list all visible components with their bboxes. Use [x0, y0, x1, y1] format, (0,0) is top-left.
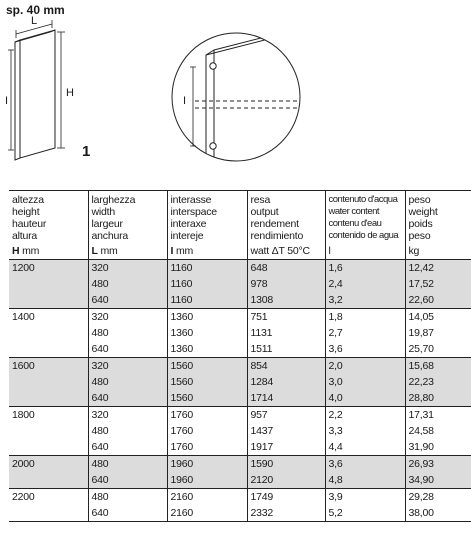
cell-height [9, 341, 88, 358]
unit-symbol: L [91, 245, 98, 257]
cell-weight: 15,68 [405, 358, 471, 375]
cell-width: 640 [88, 390, 167, 407]
cell-water-content: 2,7 [325, 325, 405, 341]
cell-width: 480 [88, 276, 167, 292]
header-line: rendimiento [250, 230, 304, 242]
cell-height [9, 390, 88, 407]
unit-text: mm [100, 245, 118, 257]
cell-weight: 28,80 [405, 390, 471, 407]
detail-label-I: I [183, 95, 187, 107]
header-line: rendement [250, 218, 299, 230]
unit-water: l [325, 245, 405, 260]
header-line: poids [408, 218, 433, 230]
header-line: peso [408, 230, 431, 242]
label-interspace-I: I [5, 95, 9, 107]
header-line: height [12, 206, 40, 218]
cell-height: 1600 [9, 358, 88, 375]
cell-water-content: 2,4 [325, 276, 405, 292]
cell-weight: 19,87 [405, 325, 471, 341]
cell-width: 320 [88, 358, 167, 375]
cell-weight: 17,31 [405, 407, 471, 424]
header-line: interasse [170, 194, 212, 206]
cell-width: 480 [88, 423, 167, 439]
cell-output: 978 [247, 276, 325, 292]
cell-interspace: 1760 [167, 423, 247, 439]
table-row [9, 325, 471, 341]
cell-interspace: 1160 [167, 260, 247, 277]
header-line: largeur [91, 218, 123, 230]
cell-interspace: 1360 [167, 325, 247, 341]
cell-width: 640 [88, 292, 167, 309]
cell-interspace: 1760 [167, 439, 247, 456]
unit-weight: kg [405, 245, 471, 260]
dimension-height [57, 32, 65, 148]
cell-width: 480 [88, 325, 167, 341]
cell-output: 648 [247, 260, 325, 277]
cell-height [9, 505, 88, 522]
cell-weight: 24,58 [405, 423, 471, 439]
cell-water-content: 4,4 [325, 439, 405, 456]
cell-weight: 38,00 [405, 505, 471, 522]
cell-width: 320 [88, 260, 167, 277]
cell-interspace: 1760 [167, 407, 247, 424]
cell-width: 320 [88, 309, 167, 326]
cell-output: 1511 [247, 341, 325, 358]
cell-weight: 17,52 [405, 276, 471, 292]
figure-number: 1 [82, 143, 91, 160]
cell-width: 640 [88, 472, 167, 489]
header-interspace [167, 191, 247, 246]
cell-interspace: 1360 [167, 309, 247, 326]
cell-height [9, 439, 88, 456]
cell-water-content: 2,0 [325, 358, 405, 375]
table-row [9, 374, 471, 390]
cell-width: 480 [88, 374, 167, 390]
table-row [9, 292, 471, 309]
header-line: contenuto d'acqua [328, 194, 398, 205]
header-line: anchura [91, 230, 129, 242]
cell-width: 480 [88, 456, 167, 473]
cell-water-content: 3,6 [325, 456, 405, 473]
cell-output: 2332 [247, 505, 325, 522]
cell-output: 1749 [247, 489, 325, 506]
table-row [9, 456, 471, 473]
header-height [9, 191, 88, 246]
cell-interspace: 1160 [167, 276, 247, 292]
cell-interspace: 1560 [167, 374, 247, 390]
table-row [9, 472, 471, 489]
cell-water-content: 1,8 [325, 309, 405, 326]
cell-weight: 34,90 [405, 472, 471, 489]
radiator-panel-outline [15, 30, 55, 160]
table-row [9, 407, 471, 424]
cell-width: 640 [88, 341, 167, 358]
unit-symbol: H [12, 245, 20, 257]
header-line: resa [250, 194, 271, 206]
header-line: intereje [170, 230, 204, 242]
header-line: altura [12, 230, 38, 242]
cell-water-content: 3,2 [325, 292, 405, 309]
cell-output: 1284 [247, 374, 325, 390]
cell-weight: 14,05 [405, 309, 471, 326]
table-row [9, 489, 471, 506]
cell-interspace: 1360 [167, 341, 247, 358]
cell-interspace: 1960 [167, 472, 247, 489]
header-line: larghezza [91, 194, 136, 206]
cell-height [9, 472, 88, 489]
cell-height: 1200 [9, 260, 88, 277]
table-row [9, 423, 471, 439]
cell-output: 1437 [247, 423, 325, 439]
header-output [247, 191, 325, 246]
cell-interspace: 1160 [167, 292, 247, 309]
cell-width: 640 [88, 505, 167, 522]
cell-output: 1714 [247, 390, 325, 407]
cell-water-content: 3,0 [325, 374, 405, 390]
label-height-H: H [66, 87, 74, 99]
unit-text: mm [175, 245, 194, 257]
header-line: peso [408, 194, 431, 206]
cell-interspace: 2160 [167, 505, 247, 522]
table-row [9, 276, 471, 292]
cell-output: 1131 [247, 325, 325, 341]
cell-output: 2120 [247, 472, 325, 489]
header-line: hauteur [12, 218, 47, 230]
cell-water-content: 3,6 [325, 341, 405, 358]
header-line: contenido de agua [328, 230, 399, 241]
table-row [9, 358, 471, 375]
unit-height [9, 245, 88, 260]
cell-water-content: 2,2 [325, 407, 405, 424]
cell-height: 2200 [9, 489, 88, 506]
table-row [9, 390, 471, 407]
header-weight [405, 191, 471, 246]
cell-output: 1917 [247, 439, 325, 456]
unit-text: mm [22, 245, 40, 257]
cell-height: 2000 [9, 456, 88, 473]
cell-weight: 31,90 [405, 439, 471, 456]
cell-width: 320 [88, 407, 167, 424]
table-body [9, 260, 471, 522]
table-row [9, 260, 471, 277]
cell-output: 854 [247, 358, 325, 375]
cell-water-content: 4,8 [325, 472, 405, 489]
header-line: width [91, 206, 116, 218]
label-width-L: L [31, 15, 38, 27]
cell-water-content: 3,3 [325, 423, 405, 439]
unit-width [88, 245, 167, 260]
header-line: interspace [170, 206, 217, 218]
connection-detail [172, 28, 300, 190]
cell-weight: 29,28 [405, 489, 471, 506]
table-row [9, 439, 471, 456]
header-water-content [325, 191, 405, 246]
cell-height [9, 423, 88, 439]
table-header-units [9, 245, 471, 260]
cell-water-content: 5,2 [325, 505, 405, 522]
cell-weight: 26,93 [405, 456, 471, 473]
cell-output: 1308 [247, 292, 325, 309]
cell-height [9, 325, 88, 341]
unit-output: watt ΔT 50°C [247, 245, 325, 260]
header-line: output [250, 206, 279, 218]
header-width [88, 191, 167, 246]
cell-weight: 12,42 [405, 260, 471, 277]
cell-water-content: 3,9 [325, 489, 405, 506]
panel-thickness-label: sp. 40 mm [6, 3, 65, 17]
table-header-labels [9, 191, 471, 246]
cell-width: 640 [88, 439, 167, 456]
radiator-technical-drawing [0, 0, 471, 190]
cell-weight: 25,70 [405, 341, 471, 358]
cell-weight: 22,23 [405, 374, 471, 390]
header-line: altezza [12, 194, 44, 206]
unit-interspace [167, 245, 247, 260]
cell-interspace: 1560 [167, 358, 247, 375]
cell-weight: 22,60 [405, 292, 471, 309]
cell-height [9, 276, 88, 292]
cell-interspace: 2160 [167, 489, 247, 506]
cell-interspace: 1560 [167, 390, 247, 407]
header-line: contenu d'eau [328, 218, 382, 229]
cell-output: 957 [247, 407, 325, 424]
table-row [9, 309, 471, 326]
header-line: water content [328, 206, 380, 217]
cell-height: 1400 [9, 309, 88, 326]
cell-interspace: 1960 [167, 456, 247, 473]
cell-water-content: 4,0 [325, 390, 405, 407]
header-line: interaxe [170, 218, 207, 230]
cell-width: 480 [88, 489, 167, 506]
cell-height [9, 374, 88, 390]
cell-height: 1800 [9, 407, 88, 424]
specifications-table [9, 190, 471, 522]
table-row [9, 341, 471, 358]
cell-output: 751 [247, 309, 325, 326]
unit-symbol: I [170, 245, 174, 257]
table-row [9, 505, 471, 522]
dimension-interspace [8, 50, 14, 150]
cell-water-content: 1,6 [325, 260, 405, 277]
header-line: weight [408, 206, 438, 218]
cell-height [9, 292, 88, 309]
cell-output: 1590 [247, 456, 325, 473]
